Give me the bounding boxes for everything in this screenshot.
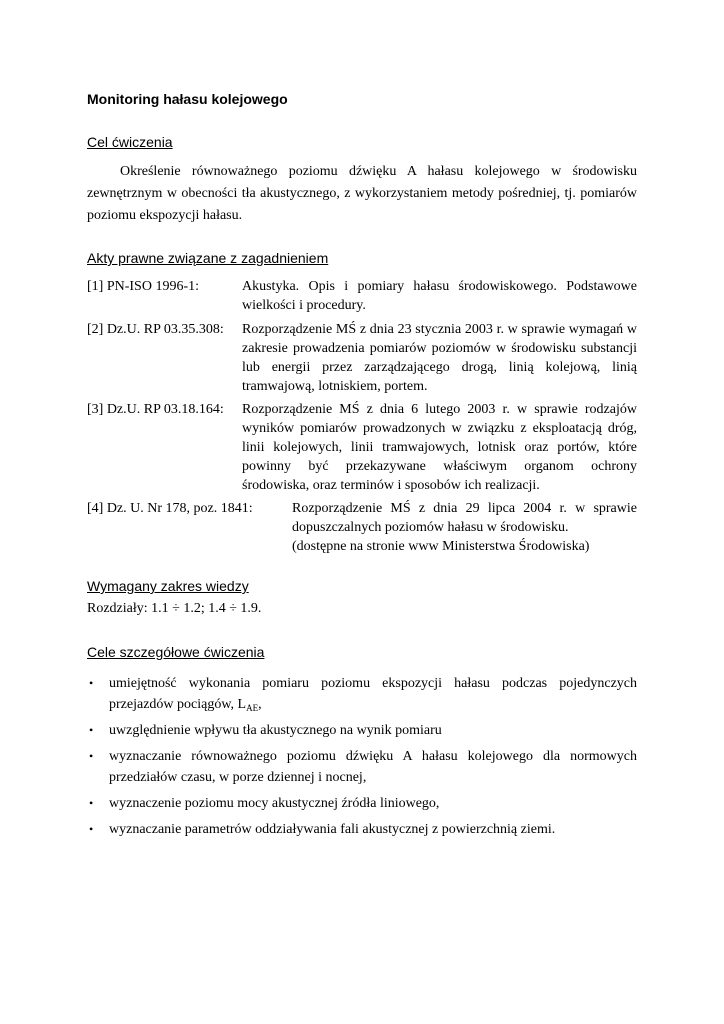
reference-note: (dostępne na stronie www Ministerstwa Środowiska) — [292, 539, 590, 554]
list-item — [87, 819, 637, 840]
objective-subscript: AE — [246, 703, 259, 713]
bullet-icon: • — [89, 723, 94, 737]
section-heading-knowledge: Wymagany zakres wiedzy — [87, 578, 249, 594]
reference-text: Akustyka. Opis i pomiary hałasu środowiskowego. Podstawowe wielkości i procedury. — [242, 279, 637, 313]
reference-label: [2] Dz.U. RP 03.35.308: — [87, 322, 224, 337]
section-heading-law: Akty prawne związane z zagadnieniem — [87, 250, 329, 266]
document-title: Monitoring hałasu kolejowego — [87, 91, 288, 107]
bullet-icon: • — [89, 822, 94, 836]
section-heading-objectives: Cele szczegółowe ćwiczenia — [87, 644, 265, 660]
objective-text: wyznaczanie równoważnego poziomu dźwięku A hałasu kolejowego dla normowych przedziałów czasu, w porze dziennej i nocnej, — [109, 749, 637, 785]
chapters-range: Rozdziały: 1.1 ÷ 1.2; 1.4 ÷ 1.9. — [87, 601, 262, 616]
bullet-icon: • — [89, 676, 94, 690]
reference-text-line: Rozporządzenie MŚ z dnia 29 lipca 2004 r. w sprawie dopuszczalnych poziomów hałasu w środowisku. — [292, 501, 637, 535]
reference-label: [4] Dz. U. Nr 178, poz. 1841: — [87, 501, 253, 516]
list-item — [87, 793, 637, 814]
objective-text: umiejętność wykonania pomiaru poziomu ekspozycji hałasu podczas pojedynczych przejazdów pociągów, L — [109, 676, 637, 712]
list-item — [87, 673, 637, 715]
reference-text: Rozporządzenie MŚ z dnia 23 stycznia 2003 r. w sprawie wymagań w zakresie prowadzenia pomiarów poziomów w środowisku substancji lub energii przez zarządzającego drogą, linią kolejową, linią tramwajową, lotniskiem, portem. — [242, 322, 637, 394]
goal-paragraph: Określenie równoważnego poziomu dźwięku A hałasu kolejowego w środowisku zewnętrznym w obecności tła akustycznego, z wykorzystaniem metody pośredniej, tj. pomiarów poziomu ekspozycji hałasu. — [87, 164, 637, 223]
objectives-list — [87, 673, 637, 845]
objective-text: uwzględnienie wpływu tła akustycznego na wynik pomiaru — [109, 723, 442, 738]
objective-text: wyznaczenie poziomu mocy akustycznej źródła liniowego, — [109, 796, 440, 811]
reference-label: [3] Dz.U. RP 03.18.164: — [87, 402, 224, 417]
objective-text: wyznaczanie parametrów oddziaływania fali akustycznej z powierzchnią ziemi. — [109, 822, 556, 837]
bullet-icon: • — [89, 796, 94, 810]
reference-text — [292, 499, 637, 556]
list-item — [87, 746, 637, 788]
bullet-icon: • — [89, 749, 94, 763]
reference-text: Rozporządzenie MŚ z dnia 6 lutego 2003 r. w sprawie rodzajów wyników pomiarów prowadzonych w związku z eksploatacją dróg, linii kolejowych, linii tramwajowych, lotnisk oraz portów, które powinny być przekazywane właściwym organom ochrony środowiska, oraz terminów i sposobów ich realizacji. — [242, 402, 637, 493]
section-heading-goal: Cel ćwiczenia — [87, 134, 173, 150]
reference-label: [1] PN-ISO 1996-1: — [87, 279, 199, 294]
objective-tail: , — [258, 697, 262, 712]
list-item — [87, 720, 637, 741]
